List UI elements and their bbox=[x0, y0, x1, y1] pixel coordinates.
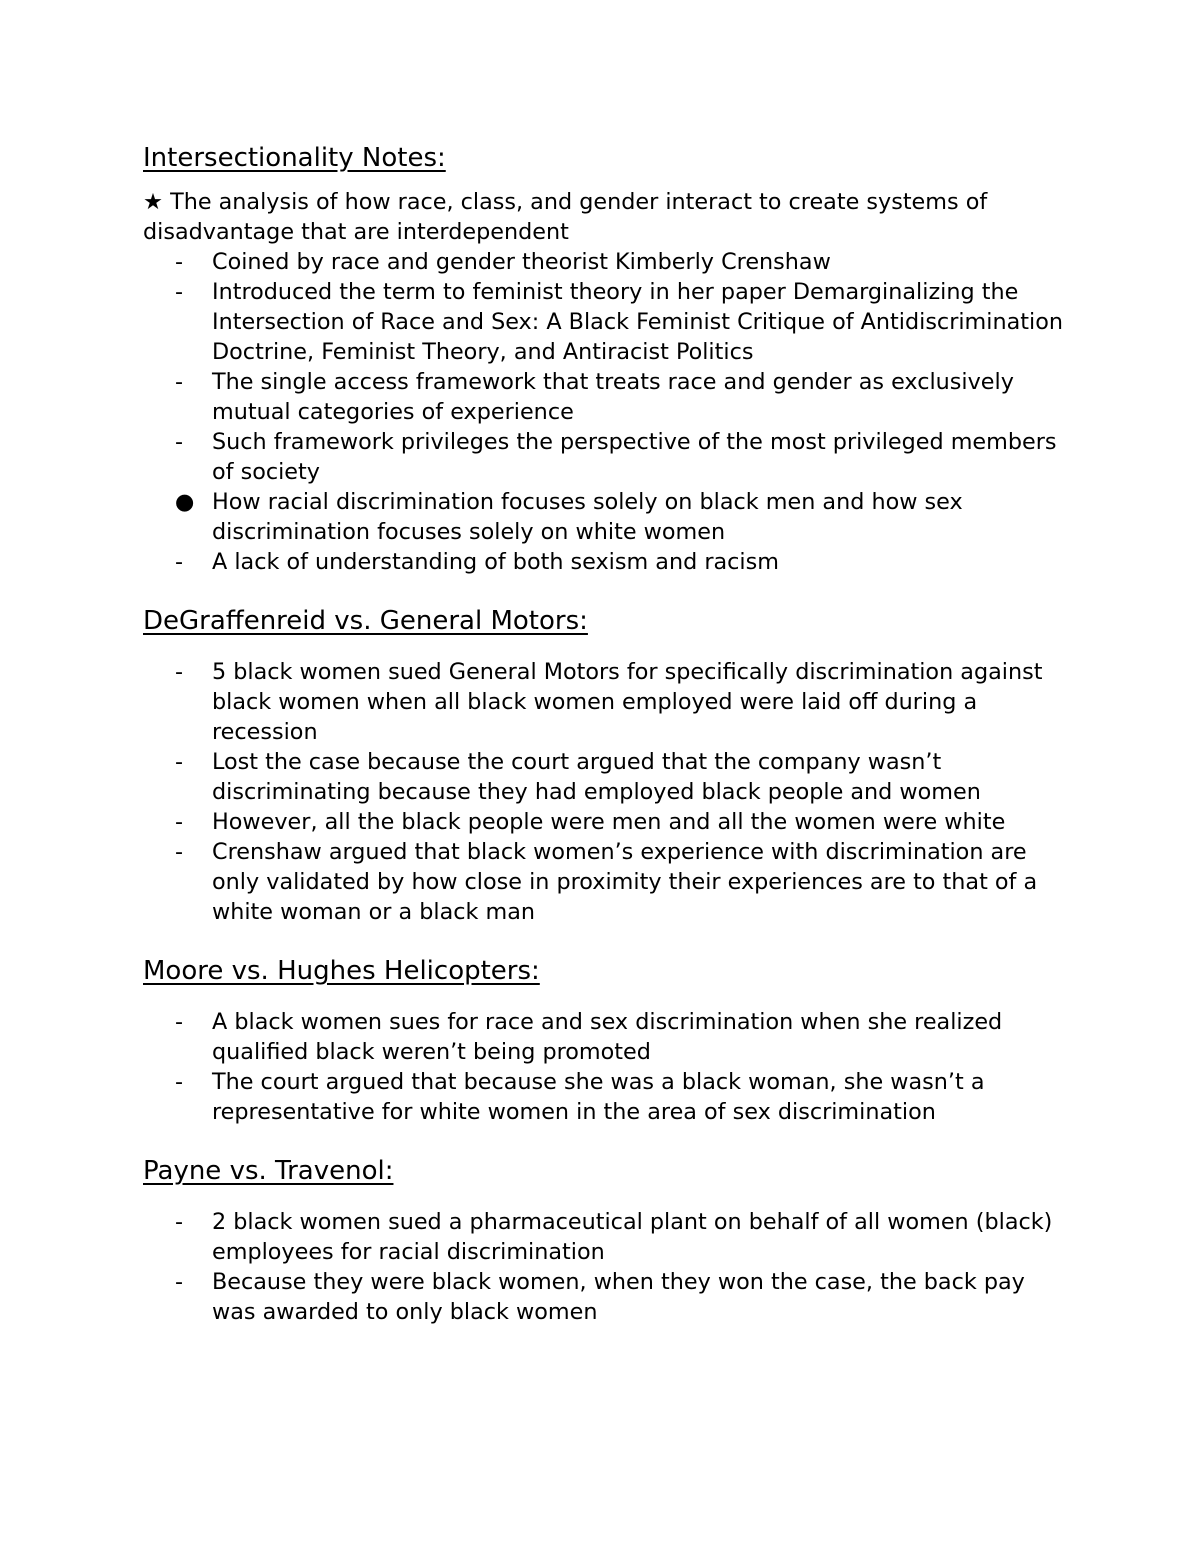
list-item-text: 5 black women sued General Motors for specifically discrimination against black women when all black women employed were laid off during a recession bbox=[212, 659, 1043, 745]
list-item-text: A lack of understanding of both sexism and racism bbox=[212, 549, 779, 575]
notes-list bbox=[143, 1007, 1073, 1127]
list-item-text: 2 black women sued a pharmaceutical plant on behalf of all women (black) employees for racial discrimination bbox=[212, 1209, 1053, 1265]
dash-bullet: - bbox=[175, 1069, 184, 1095]
list-item bbox=[143, 1267, 1073, 1327]
list-item-text: Crenshaw argued that black women’s experience with discrimination are only validated by how close in proximity their experiences are to that of a white woman or a black man bbox=[212, 839, 1038, 925]
dash-bullet: - bbox=[175, 809, 184, 835]
dash-bullet: - bbox=[175, 839, 184, 865]
list-item-text: However, all the black people were men and all the women were white bbox=[212, 809, 1006, 835]
notes-list bbox=[143, 657, 1073, 927]
section-intersectionality bbox=[143, 138, 1073, 577]
list-item-text: The court argued that because she was a black woman, she wasn’t a representative for white women in the area of sex discrimination bbox=[212, 1069, 985, 1125]
list-item bbox=[143, 807, 1073, 837]
notes-list bbox=[143, 247, 1073, 577]
dash-bullet: - bbox=[175, 369, 184, 395]
list-item bbox=[143, 747, 1073, 807]
list-item bbox=[143, 277, 1073, 367]
list-item bbox=[143, 487, 1073, 547]
list-item-text: Introduced the term to feminist theory in her paper Demarginalizing the Intersection of Race and Sex: A Black Feminist Critique of Antidiscrimination Doctrine, Feminist Theory, and Antiracist Politics bbox=[212, 279, 1063, 365]
section-title: Intersectionality Notes: bbox=[143, 143, 446, 173]
list-item-text: The single access framework that treats race and gender as exclusively mutual categories of experience bbox=[212, 369, 1014, 425]
list-item bbox=[143, 247, 1073, 277]
key-definition: ★ The analysis of how race, class, and gender interact to create systems of disadvantage that are interdependent bbox=[143, 189, 988, 245]
dash-bullet: - bbox=[175, 1209, 184, 1235]
section-title: Moore vs. Hughes Helicopters: bbox=[143, 956, 540, 986]
dash-bullet: - bbox=[175, 659, 184, 685]
section-title: Payne vs. Travenol: bbox=[143, 1156, 394, 1186]
list-item bbox=[143, 547, 1073, 577]
list-item-text: How racial discrimination focuses solely on black men and how sex discrimination focuses solely on white women bbox=[212, 489, 963, 545]
dash-bullet: - bbox=[175, 249, 184, 275]
list-item-text: Lost the case because the court argued that the company wasn’t discriminating because they had employed black people and women bbox=[212, 749, 981, 805]
section-degraffenreid bbox=[143, 601, 1073, 927]
list-item-text: Because they were black women, when they won the case, the back pay was awarded to only black women bbox=[212, 1269, 1025, 1325]
dot-bullet: ● bbox=[175, 489, 195, 515]
list-item bbox=[143, 1067, 1073, 1127]
list-item-text: A black women sues for race and sex discrimination when she realized qualified black weren’t being promoted bbox=[212, 1009, 1003, 1065]
notes-content bbox=[143, 138, 1073, 1327]
section-payne bbox=[143, 1151, 1073, 1327]
dash-bullet: - bbox=[175, 279, 184, 305]
dash-bullet: - bbox=[175, 429, 184, 455]
dash-bullet: - bbox=[175, 749, 184, 775]
list-item bbox=[143, 367, 1073, 427]
list-item bbox=[143, 427, 1073, 487]
list-item-text: Coined by race and gender theorist Kimberly Crenshaw bbox=[212, 249, 831, 275]
list-item bbox=[143, 1207, 1073, 1267]
notes-list bbox=[143, 1207, 1073, 1327]
list-item-text: Such framework privileges the perspective of the most privileged members of society bbox=[212, 429, 1057, 485]
dash-bullet: - bbox=[175, 549, 184, 575]
dash-bullet: - bbox=[175, 1269, 184, 1295]
list-item bbox=[143, 837, 1073, 927]
section-title: DeGraffenreid vs. General Motors: bbox=[143, 606, 588, 636]
section-moore bbox=[143, 951, 1073, 1127]
list-item bbox=[143, 657, 1073, 747]
list-item bbox=[143, 1007, 1073, 1067]
dash-bullet: - bbox=[175, 1009, 184, 1035]
